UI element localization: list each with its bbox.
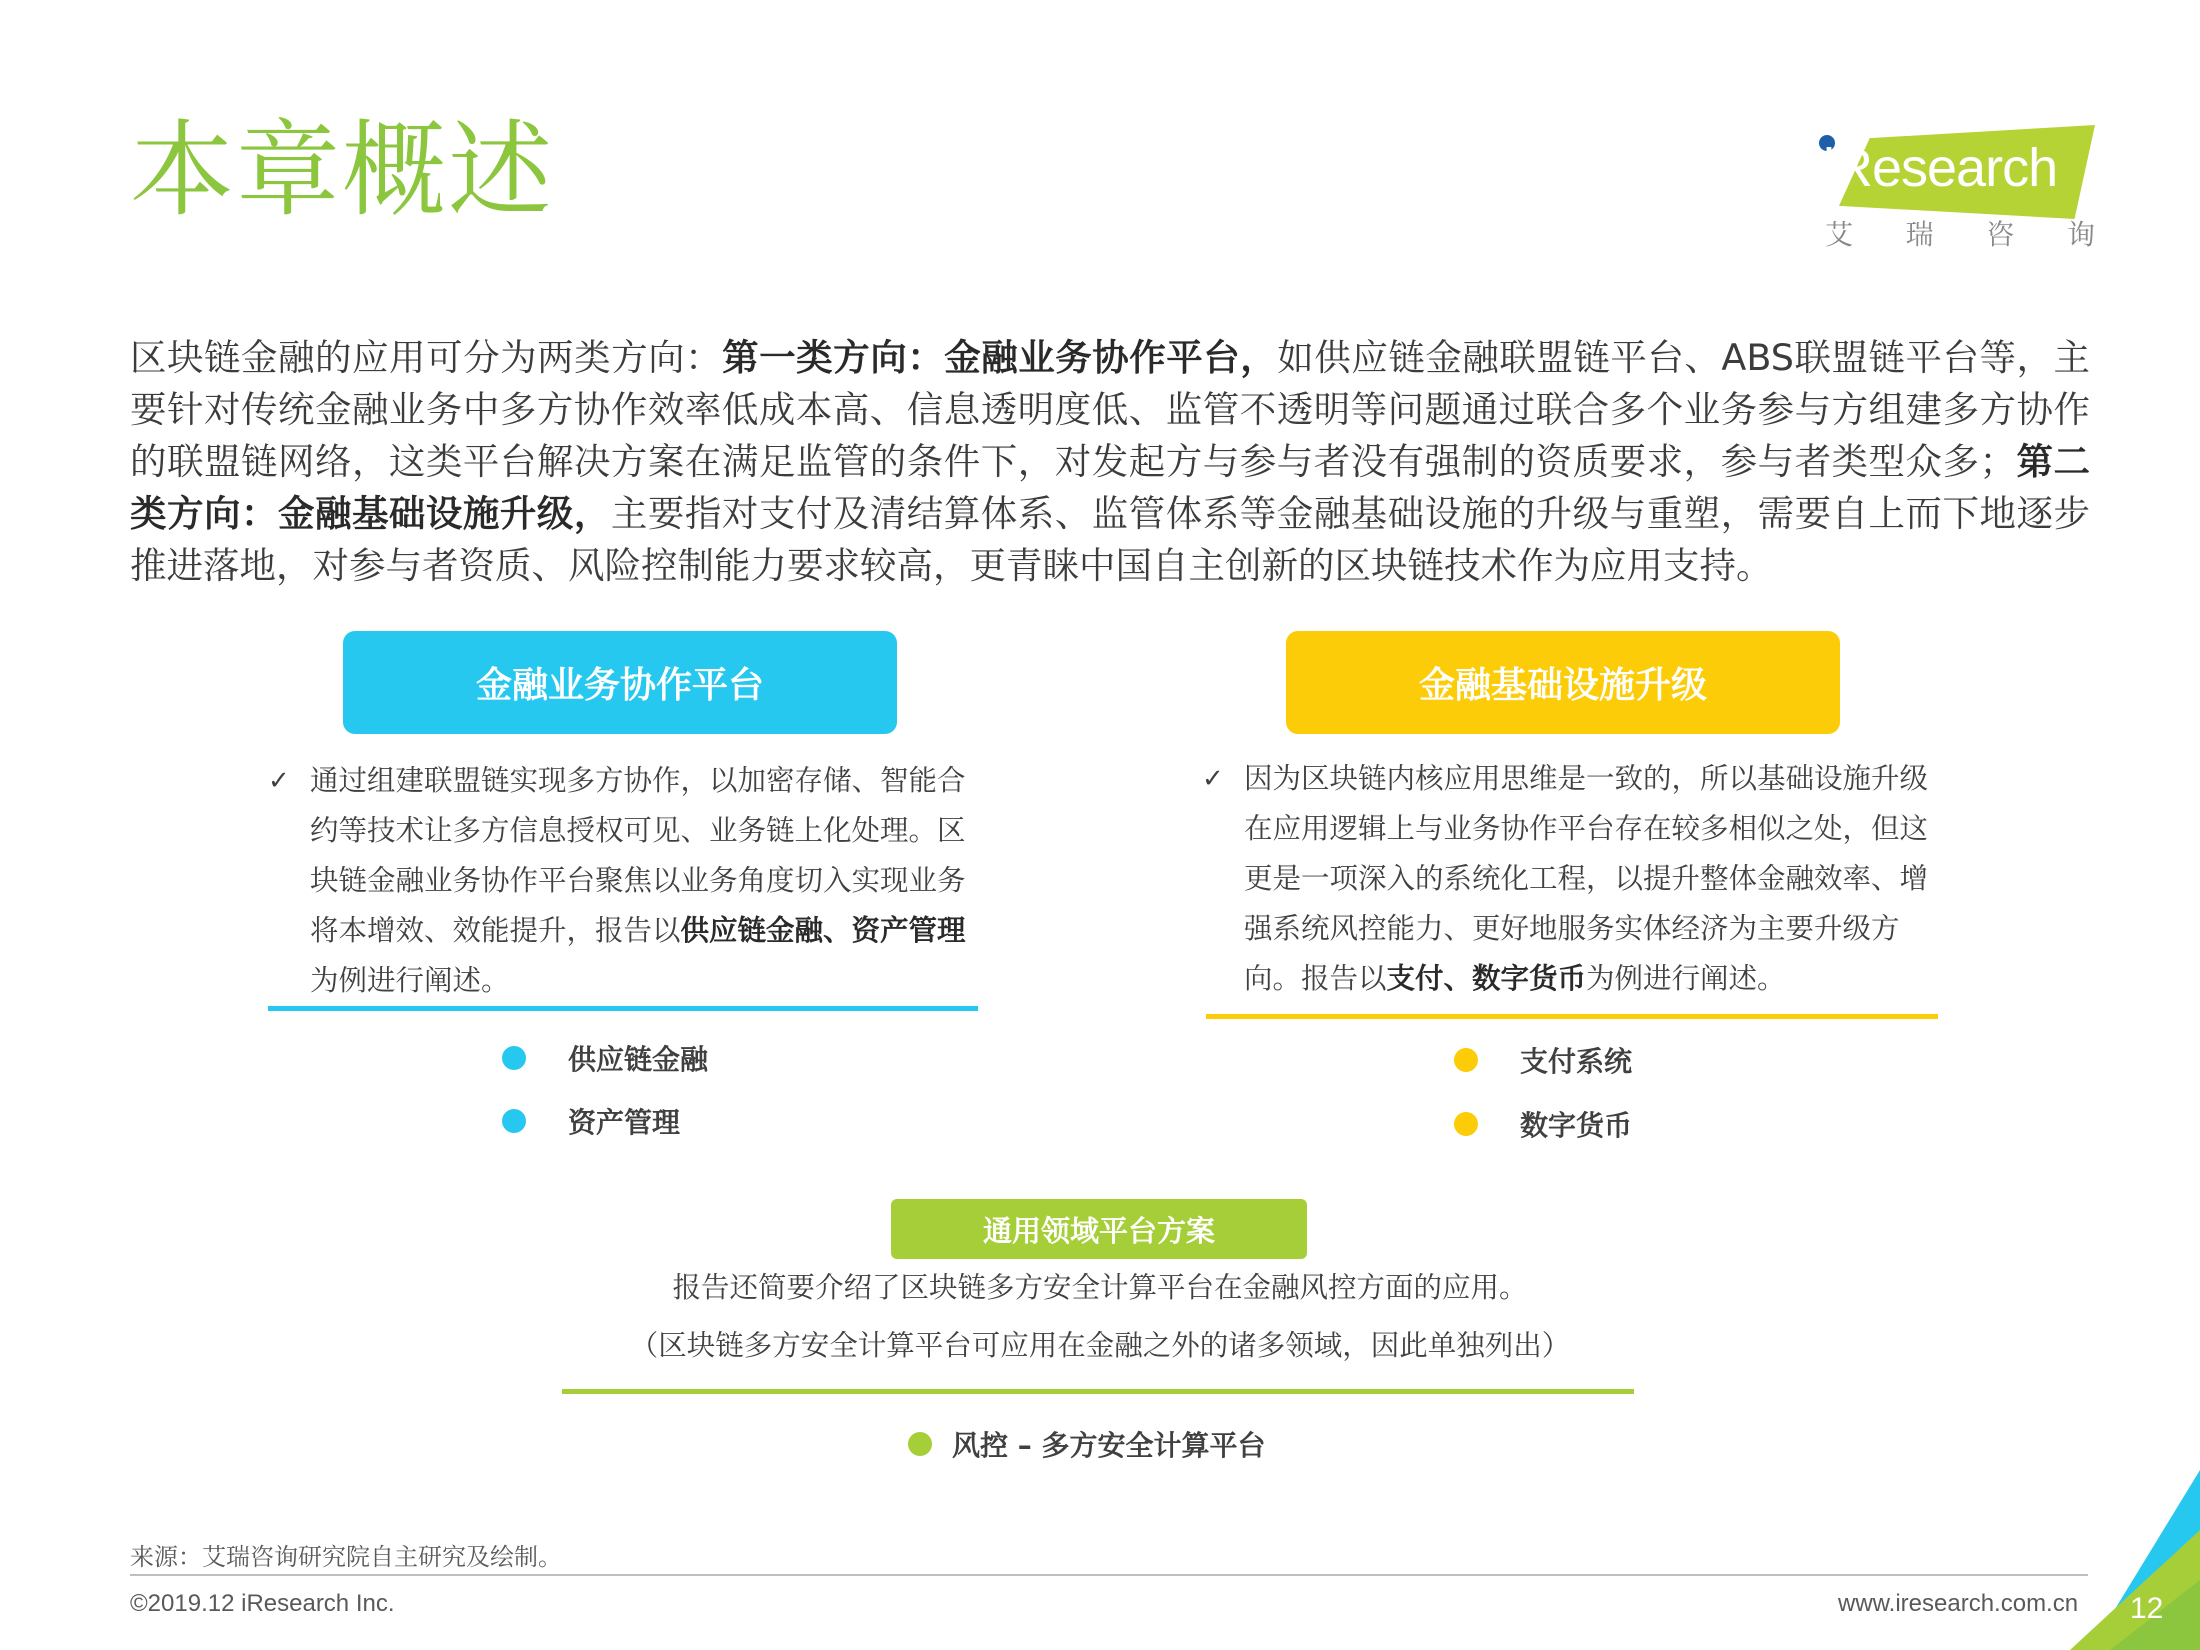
check-icon: ✓ [1202,764,1224,794]
list-item [1454,1104,1632,1144]
general-section-line1: 报告还简要介绍了区块链多方安全计算平台在金融风控方面的应用。 [672,1271,1528,1304]
copyright: ©2019.12 iResearch Inc. [130,1590,395,1617]
page-title: 本章概述 [130,109,555,231]
logo-subtitle-char: 艾 [1825,218,1854,251]
bullet-dot [502,1046,526,1070]
website-link[interactable]: www.iresearch.com.cn [1838,1590,2079,1617]
right-desc-text: 因为区块链内核应用思维是一致的，所以基础设施升级在应用逻辑上与业务协作平台存在较多相似之处，但这更是一项深入的系统化工程，以提升整体金融效率、增强系统风控能力、更好地服务实体经济为主要升级方向。报告以 [1244,762,1929,995]
bullet-dot [1454,1048,1478,1072]
logo-subtitle-char: 咨 [1986,218,2015,251]
intro-paragraph [130,332,2090,592]
right-desc-text: 为例进行阐述。 [1586,962,1786,995]
logo-brand: iResearch [1823,138,2058,198]
list-item [502,1038,708,1078]
bullet-dot [1454,1112,1478,1136]
right-section-rule [1206,1014,1938,1019]
logo-subtitle [1825,213,2095,253]
list-item [502,1101,680,1141]
intro-text: 如供应链金融联盟链平台、ABS联盟链平台等，主要针对传统金融业务中多方协作效率低成本高、信息透明度低、监管不透明等问题通过联合多个业务参与方组建多方协作的联盟链网络，这类平台解决方案在满足监管的条件下，对发起方与参与者没有强制的资质要求，参与者类型众多； [130,336,2091,483]
page-number: 12 [2130,1592,2164,1625]
left-section-rule [268,1006,978,1011]
right-desc-bold: 支付、数字货币 [1386,962,1587,995]
intro-bold-first: 第一类方向：金融业务协作平台， [722,336,1278,379]
intro-text: 主要指对支付及清结算体系、监管体系等金融基础设施的升级与重塑，需要自上而下地逐步推进落地，对参与者资质、风险控制能力要求较高，更青睐中国自主创新的区块链技术作为应用支持。 [130,492,2090,587]
check-icon: ✓ [268,766,290,796]
left-desc-text: 通过组建联盟链实现多方协作，以加密存储、智能合约等技术让多方信息授权可见、业务链上化处理。区块链金融业务协作平台聚焦以业务角度切入实现业务将本增效、效能提升，报告以 [310,764,966,947]
logo-subtitle-char: 瑞 [1905,218,1934,251]
right-section-description [1244,754,1934,1004]
right-section-header: 金融基础设施升级 [1286,631,1840,734]
bullet-dot [502,1109,526,1133]
list-item-label: 供应链金融 [568,1043,709,1076]
list-item [1454,1040,1632,1080]
footer-divider [130,1574,2088,1576]
general-section-line2: （区块链多方安全计算平台可应用在金融之外的诸多领域，因此单独列出） [629,1329,1571,1362]
intro-text: 区块链金融的应用可分为两类方向： [130,336,723,379]
list-item-label: 支付系统 [1520,1045,1633,1078]
left-desc-text: 为例进行阐述。 [310,964,510,997]
left-desc-bold: 供应链金融、资产管理 [680,914,966,947]
bullet-dot [908,1432,932,1456]
left-section-header: 金融业务协作平台 [343,631,897,734]
general-section-rule [562,1389,1634,1394]
general-section-header: 通用领域平台方案 [891,1199,1307,1259]
list-item [908,1424,1266,1464]
list-item-label: 资产管理 [568,1106,681,1139]
source-note: 来源：艾瑞咨询研究院自主研究及绘制。 [130,1543,562,1571]
logo-subtitle-char: 询 [2066,218,2095,251]
left-section-description [310,756,970,1006]
intro-bold-second: 第二类方向：金融基础设施升级， [130,440,2091,535]
iresearch-logo [1815,115,2095,255]
list-item-label: 风控 – 多方安全计算平台 [952,1429,1266,1462]
list-item-label: 数字货币 [1520,1109,1633,1142]
